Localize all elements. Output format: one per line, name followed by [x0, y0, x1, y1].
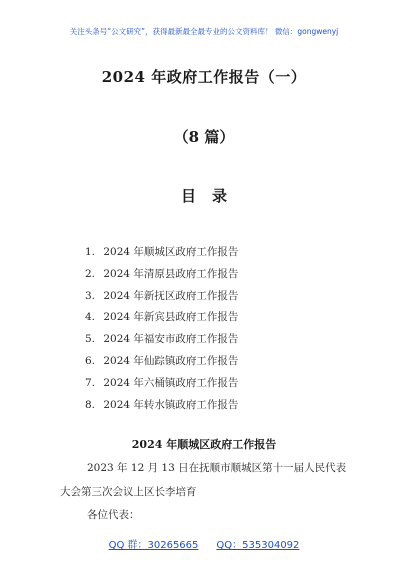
document-count: （8 篇） — [173, 128, 235, 146]
toc-item-label: 2024 年清原县政府工作报告 — [103, 267, 239, 280]
toc-item[interactable] — [85, 245, 238, 267]
body-paragraph: 各位代表： — [87, 509, 140, 521]
toc-item-label: 2024 年新抚区政府工作报告 — [103, 289, 239, 302]
body-paragraph: 2023 年 12 月 13 日在抚顺市顺城区第十一届人民代表 — [87, 462, 347, 474]
toc-item[interactable] — [85, 354, 238, 376]
contact-footer — [0, 536, 408, 551]
toc-item[interactable] — [85, 376, 238, 398]
toc-item-number: 6. — [85, 354, 96, 367]
toc-item-number: 1. — [85, 246, 96, 258]
section-title: 2024 年顺城区政府工作报告 — [131, 438, 277, 451]
toc-item-label: 2024 年仙踪镇政府工作报告 — [103, 354, 239, 367]
toc-item-number: 7. — [85, 376, 96, 389]
toc-item-number: 5. — [85, 333, 96, 346]
toc-item-label: 2024 年六桶镇政府工作报告 — [103, 376, 239, 389]
toc-heading: 目录 — [180, 187, 243, 205]
qq-link[interactable]: QQ：535304092 — [216, 540, 300, 551]
toc-item-label: 2024 年顺城区政府工作报告 — [103, 246, 239, 258]
toc-item-label: 2024 年新宾县政府工作报告 — [103, 311, 239, 324]
toc-item-number: 8. — [85, 398, 96, 411]
toc-item[interactable] — [85, 289, 238, 311]
toc-item-number: 4. — [85, 311, 96, 324]
toc-item-label: 2024 年转水镇政府工作报告 — [103, 398, 239, 411]
document-title: 2024 年政府工作报告（一） — [101, 68, 307, 86]
toc-item-number: 3. — [85, 289, 96, 302]
toc-item-number: 2. — [85, 267, 96, 280]
promo-header: 关注头条号“公文研究”，获得最新最全最专业的公文资料库！ 微信：gongwenyj — [69, 27, 339, 36]
toc-item[interactable] — [85, 332, 238, 354]
toc-item[interactable] — [85, 398, 238, 420]
toc-item[interactable] — [85, 267, 238, 289]
table-of-contents — [85, 245, 238, 419]
body-paragraph: 大会第三次会议上区长李培育 — [60, 486, 197, 498]
toc-item-label: 2024 年福安市政府工作报告 — [103, 333, 239, 346]
toc-item[interactable] — [85, 310, 238, 332]
qq-group-link[interactable]: QQ 群：30265665 — [108, 540, 199, 551]
